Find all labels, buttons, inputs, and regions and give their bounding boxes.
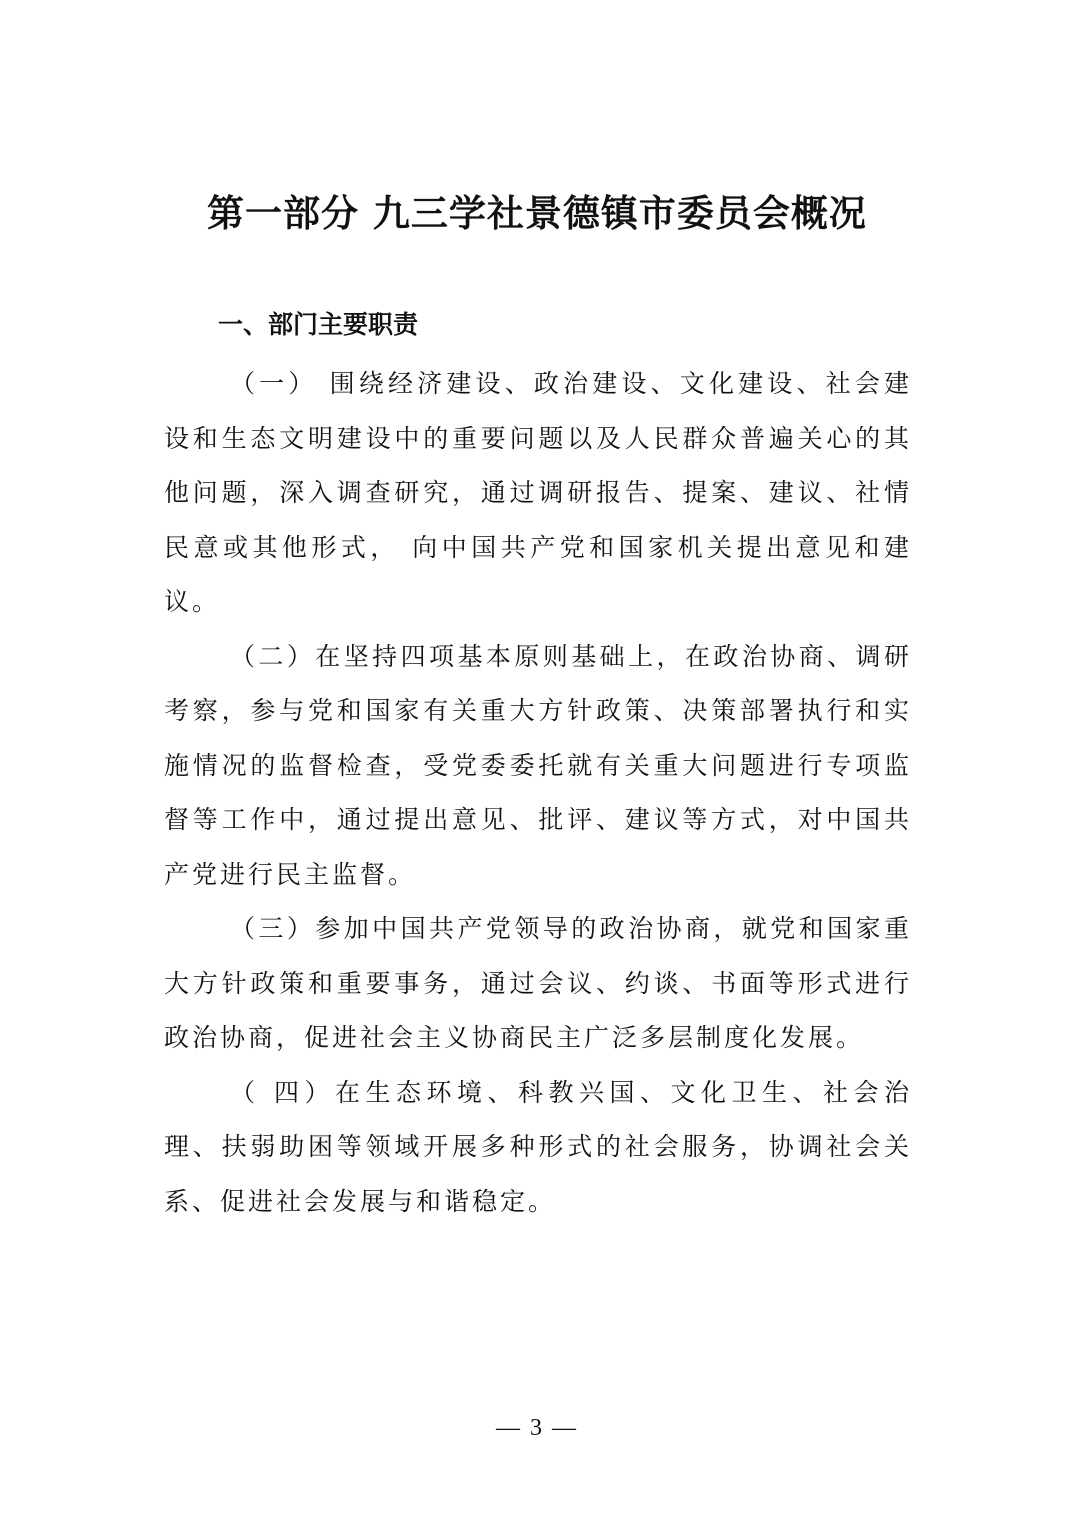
paragraph-3: （三）参加中国共产党领导的政治协商，就党和国家重大方针政策和重要事务，通过会议、约谈、书面等形式进行政治协商，促进社会主义协商民主广泛多层制度化发展。 [164, 914, 912, 1052]
section-heading: 一、部门主要职责 [218, 310, 419, 339]
paragraph-4: （ 四）在生态环境、科教兴国、文化卫生、社会治理、扶弱助困等领域开展多种形式的社会服务，协调社会关系、促进社会发展与和谐稳定。 [164, 1077, 912, 1216]
paragraph-2: （二）在坚持四项基本原则基础上，在政治协商、调研考察，参与党和国家有关重大方针政策、决策部署执行和实施情况的监督检查，受党委委托就有关重大问题进行专项监督等工作中，通过提出意见、批评、建议等方式，对中国共产党进行民主监督。 [164, 641, 912, 889]
paragraph-1: （一） 围绕经济建设、政治建设、文化建设、社会建设和生态文明建设中的重要问题以及人民群众普遍关心的其他问题，深入调查研究，通过调研报告、提案、建议、社情民意或其他形式， 向中国共产党和国家机关提出意见和建议。 [164, 369, 912, 616]
body-text [164, 357, 912, 1229]
page-number: — 3 — [496, 1415, 578, 1441]
page-title: 第一部分 九三学社景德镇市委员会概况 [207, 192, 867, 235]
